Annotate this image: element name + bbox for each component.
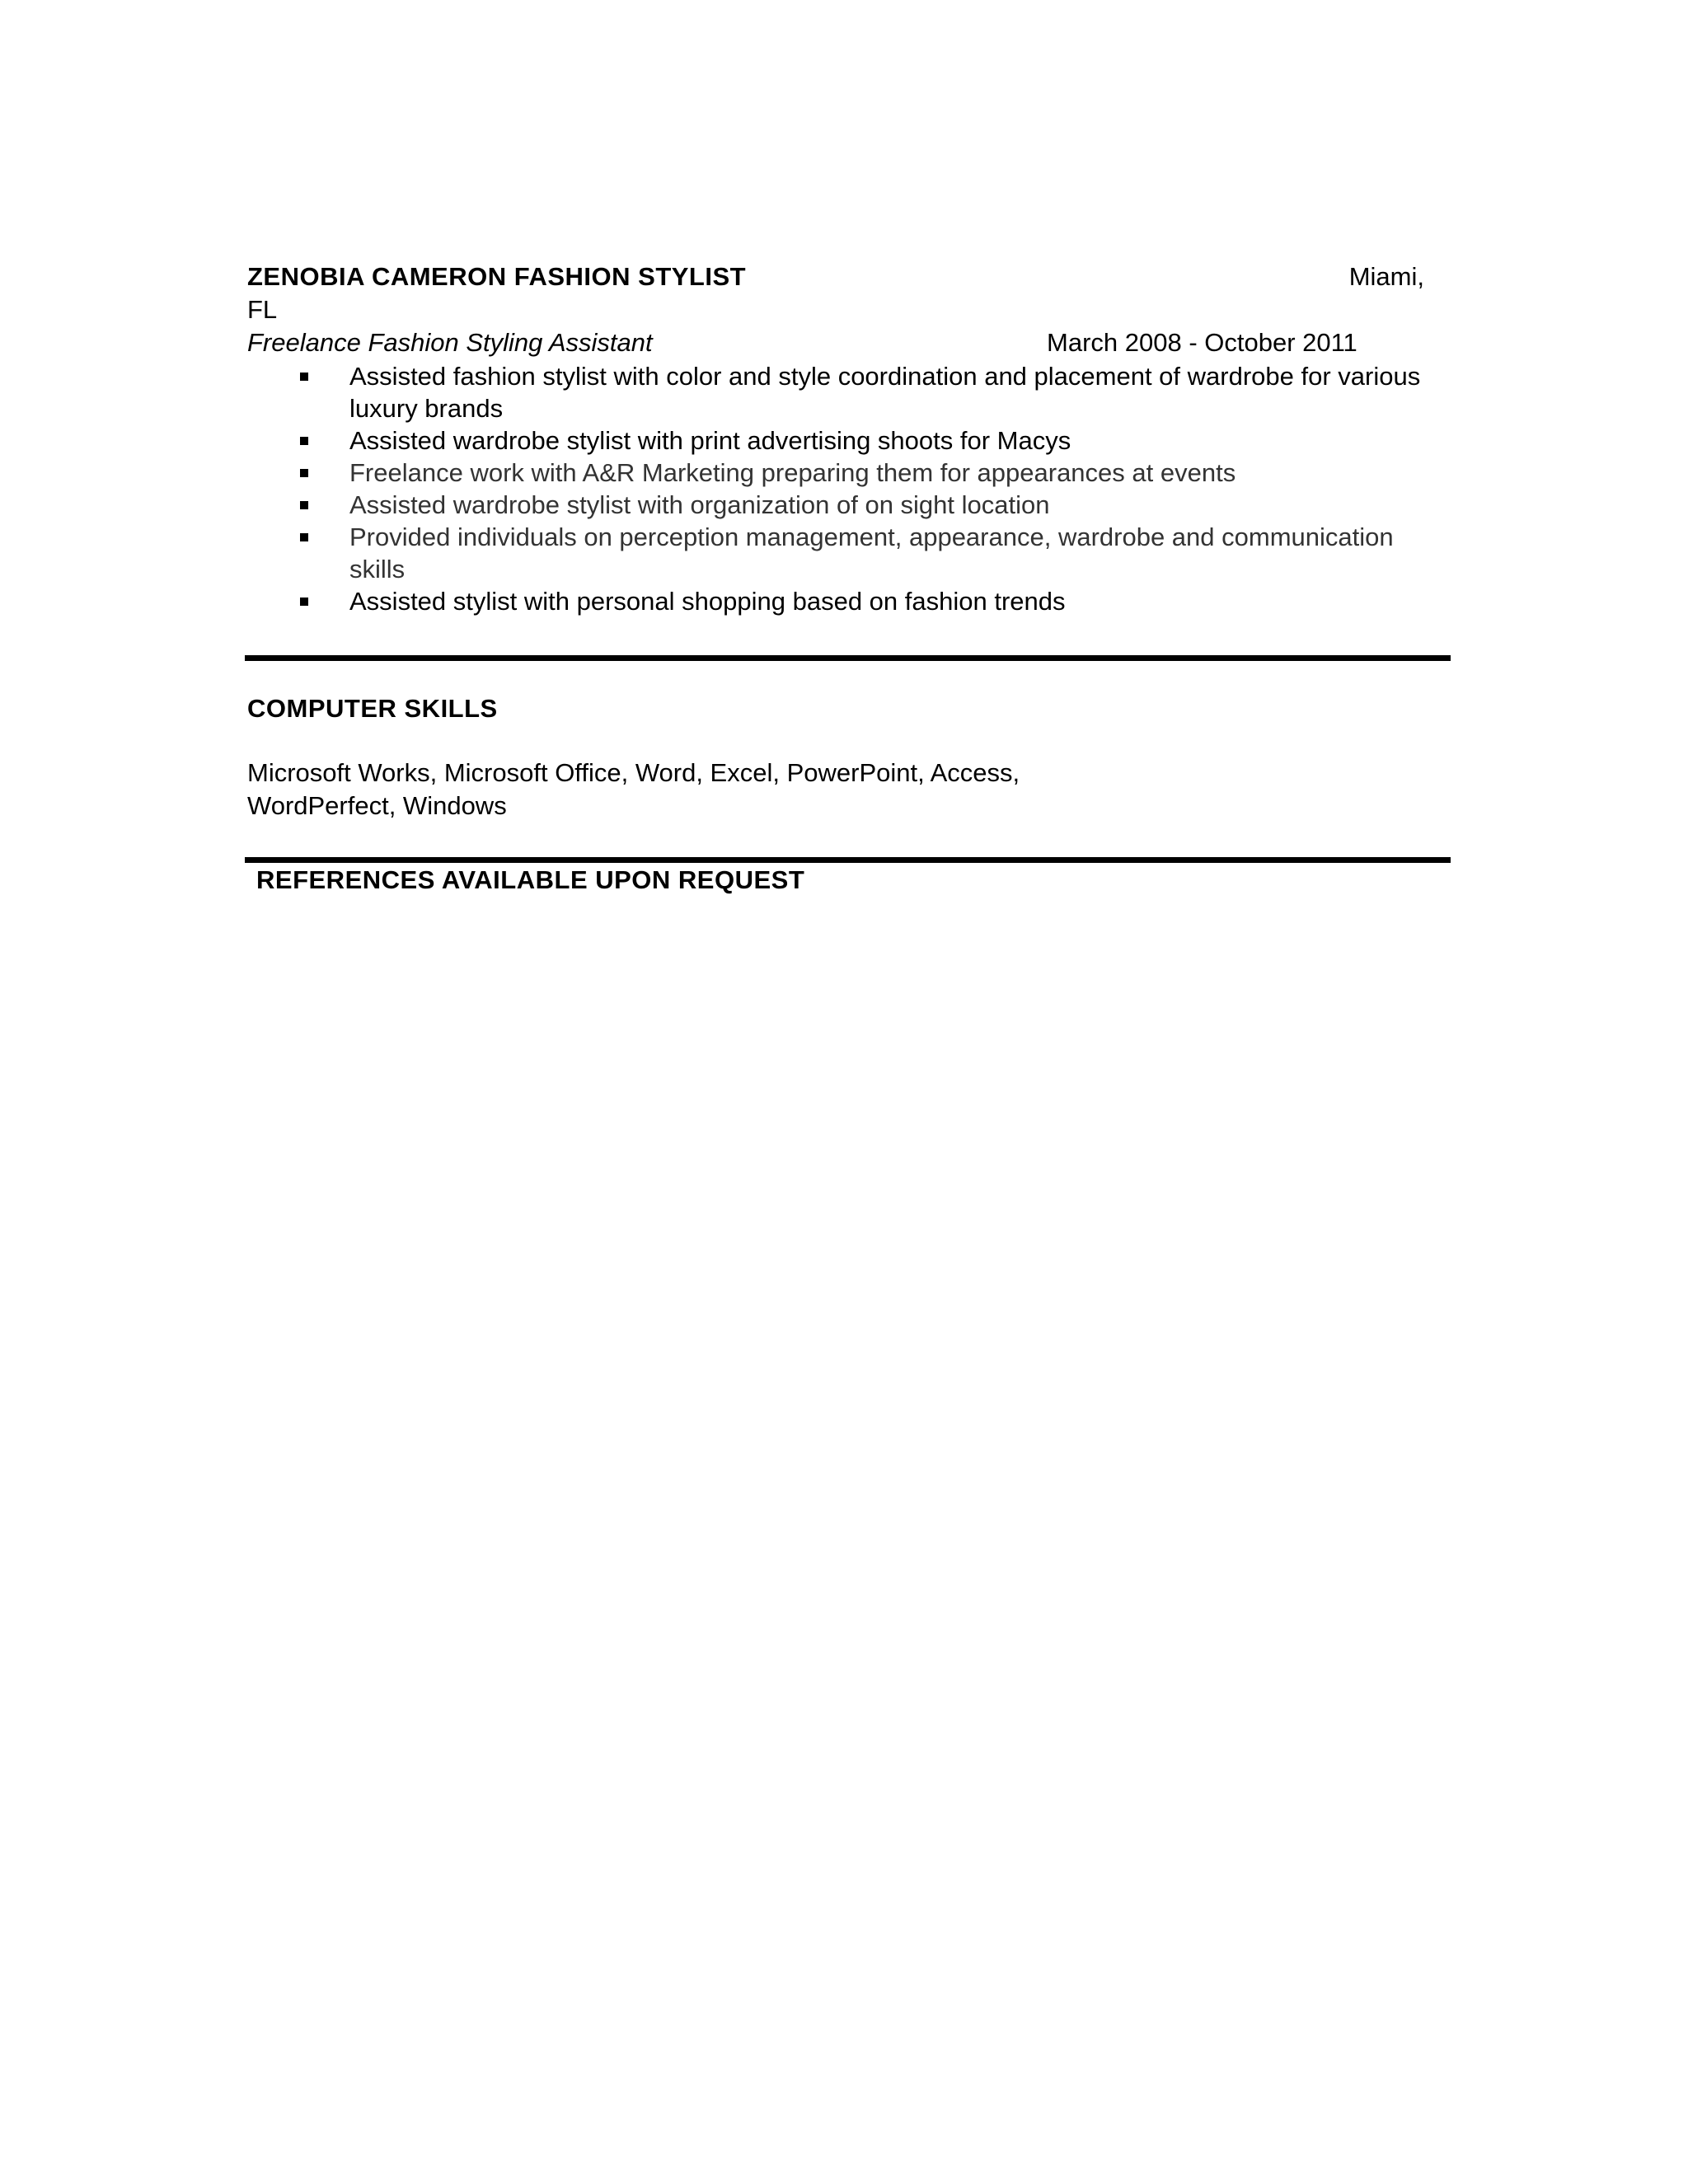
duty-item — [297, 521, 1426, 585]
references-note: REFERENCES AVAILABLE UPON REQUEST — [256, 865, 805, 894]
section-divider — [245, 857, 1451, 863]
duty-item — [297, 360, 1426, 424]
company-name: ZENOBIA CAMERON FASHION STYLIST — [247, 262, 747, 291]
duty-text: Freelance work with A&R Marketing preparing them for appearances at events — [349, 458, 1236, 487]
duty-item — [297, 457, 1426, 489]
duty-text: Assisted wardrobe stylist with organization of on sight location — [349, 490, 1050, 519]
job-dates: March 2008 - October 2011 — [1047, 328, 1357, 357]
location-city: Miami, — [1348, 262, 1424, 291]
computer-skills-heading: COMPUTER SKILLS — [247, 694, 498, 723]
duty-text: Provided individuals on perception management, appearance, wardrobe and communication skills — [349, 523, 1394, 583]
duty-item — [297, 489, 1426, 521]
computer-skills-line: Microsoft Works, Microsoft Office, Word, Excel, PowerPoint, Access, — [247, 758, 1020, 787]
job-header — [247, 262, 1424, 295]
duty-item — [297, 585, 1426, 617]
bullet-icon — [300, 598, 308, 606]
duty-text: Assisted fashion stylist with color and style coordination and placement of wardrobe for various luxury brands — [349, 362, 1421, 423]
section-divider — [245, 655, 1451, 661]
location-state: FL — [247, 295, 278, 324]
bullet-icon — [300, 469, 308, 477]
bullet-icon — [300, 373, 308, 381]
duty-item — [297, 424, 1426, 457]
bullet-icon — [300, 533, 308, 541]
job-title: Freelance Fashion Styling Assistant — [247, 328, 653, 357]
duty-text: Assisted stylist with personal shopping based on fashion trends — [349, 587, 1066, 616]
bullet-icon — [300, 437, 308, 445]
duty-text: Assisted wardrobe stylist with print advertising shoots for Macys — [349, 426, 1071, 455]
bullet-icon — [300, 501, 308, 509]
duties-list — [297, 360, 1426, 617]
computer-skills-line: WordPerfect, Windows — [247, 791, 507, 820]
